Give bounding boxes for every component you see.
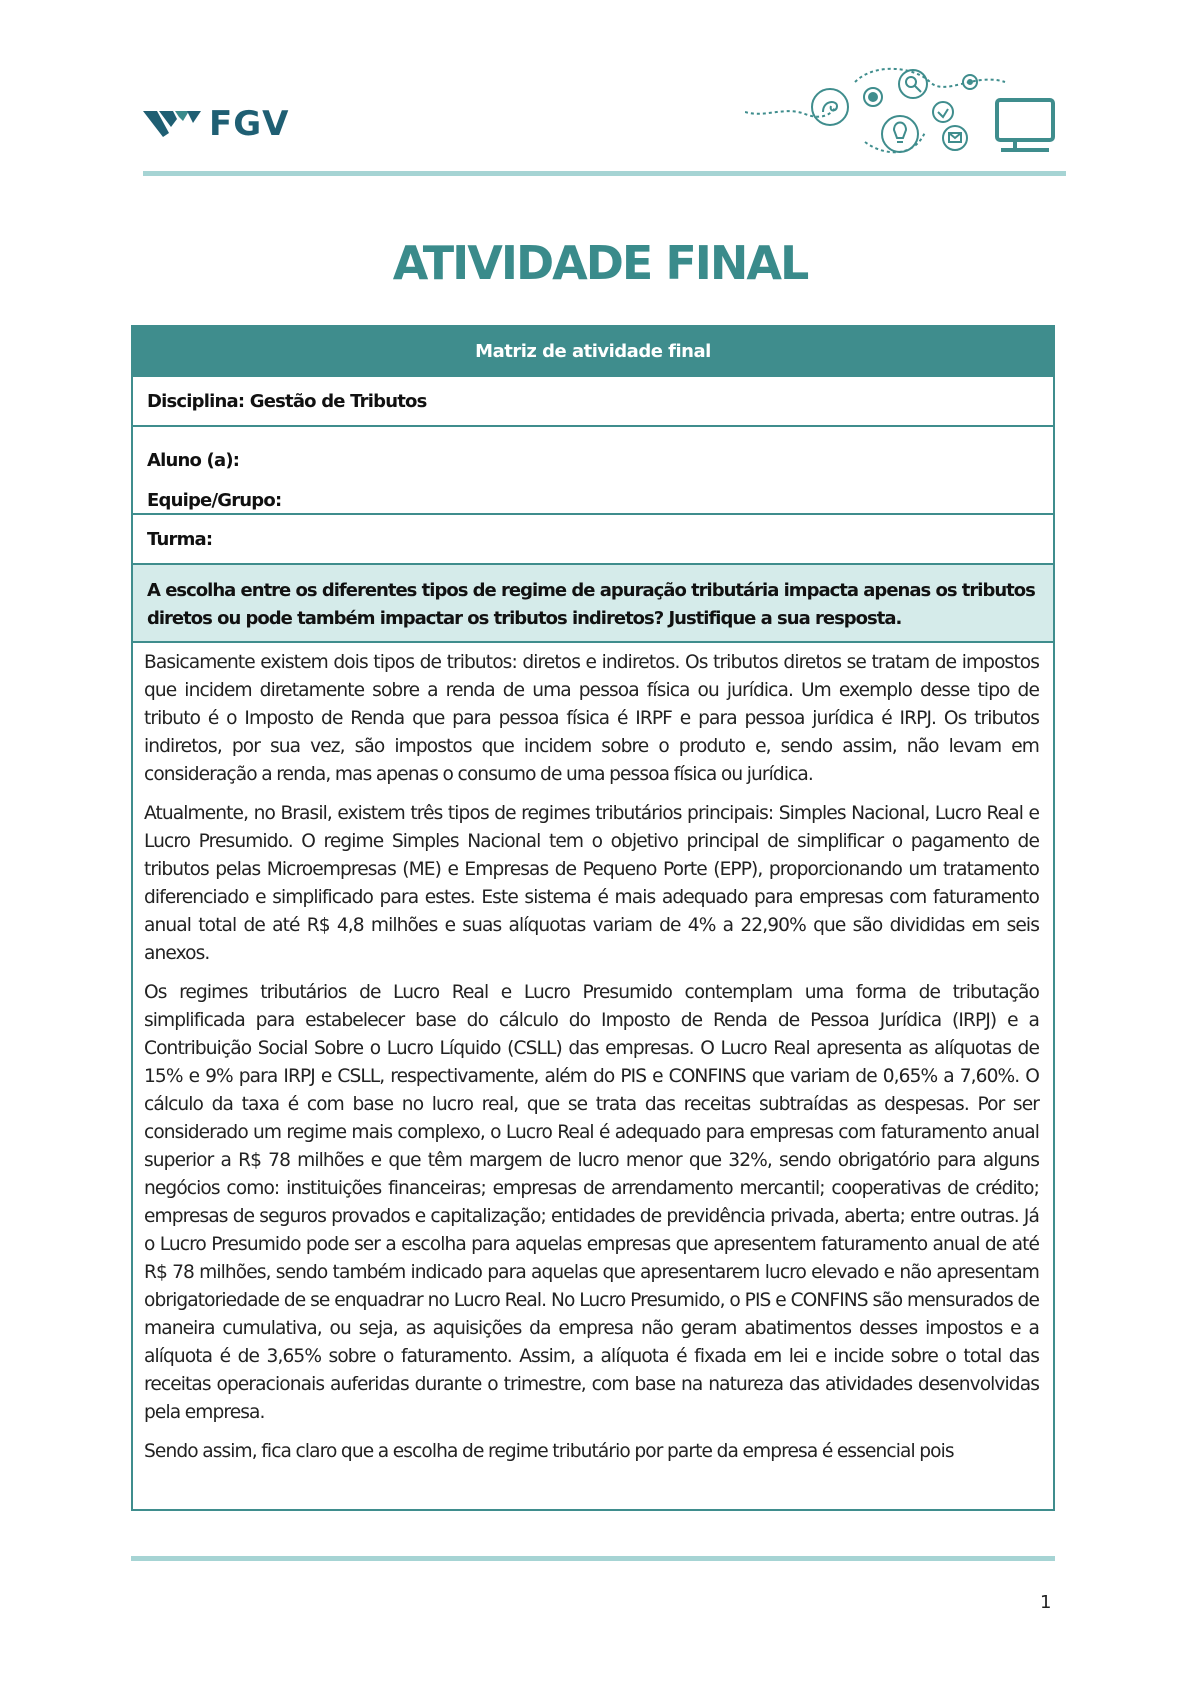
fgv-logo xyxy=(143,104,289,144)
activity-matrix-table xyxy=(131,325,1055,1511)
answer-paragraph-1: Basicamente existem dois tipos de tributos: diretos e indiretos. Os tributos diretos se tratam de impostos que incidem diretamente sobre a renda de uma pessoa física ou jurídica. Um exemplo desse tipo de tributo é o Imposto de Renda que para pessoa física é IRPF e para pessoa jurídica é IRPJ. Os tributos indiretos, por sua vez, são impostos que incidem sobre o produto e, sendo assim, não levam em consideração a renda, mas apenas o consumo de uma pessoa física ou jurídica. xyxy=(144,652,1039,785)
class-label: Turma: xyxy=(147,528,213,550)
fgv-logo-mark-icon xyxy=(143,109,203,139)
student-label: Aluno (a): xyxy=(147,450,240,471)
team-label: Equipe/Grupo: xyxy=(147,490,282,511)
matrix-heading: Matriz de atividade final xyxy=(133,327,1053,377)
page-header xyxy=(0,0,1200,190)
answer-paragraph-4: Sendo assim, fica claro que a escolha de regime tributário por parte da empresa é essencial pois xyxy=(144,1441,954,1462)
footer-divider xyxy=(131,1556,1055,1561)
answer-paragraph-2: Atualmente, no Brasil, existem três tipos de regimes tributários principais: Simples Nacional, Lucro Real e Lucro Presumido. O regime Simples Nacional tem o objetivo principal de simplificar o pagamento de tributos pelas Microempresas (ME) e Empresas de Pequeno Porte (EPP), proporcionando um tratamento diferenciado e simplificado para estes. Este sistema é mais adequado para empresas com faturamento anual total de até R$ 4,8 milhões e suas alíquotas variam de 4% a 22,90% que são divididas em seis anexos. xyxy=(144,803,1039,964)
discipline-label: Disciplina: Gestão de Tributos xyxy=(147,390,427,412)
page-title: ATIVIDADE FINAL xyxy=(392,235,808,290)
technology-icons-decoration xyxy=(745,62,1075,162)
answer-body xyxy=(133,643,1053,1509)
class-field xyxy=(133,515,1053,565)
question-prompt: A escolha entre os diferentes tipos de regime de apuração tributária impacta apenas os tributos diretos ou pode também impactar os tributos indiretos? Justifique a sua resposta. xyxy=(133,565,1053,643)
header-divider xyxy=(143,171,1066,176)
student-team-field xyxy=(133,427,1053,515)
fgv-logo-text: FGV xyxy=(209,104,290,144)
discipline-field xyxy=(133,377,1053,427)
answer-paragraph-3: Os regimes tributários de Lucro Real e Lucro Presumido contemplam uma forma de tributação simplificada para estabelecer base do cálculo do Imposto de Renda de Pessoa Jurídica (IRPJ) e a Contribuição Social Sobre o Lucro Líquido (CSLL) das empresas. O Lucro Real apresenta as alíquotas de 15% e 9% para IRPJ e CSLL, respectivamente, além do PIS e CONFINS que variam de 0,65% a 7,60%. O cálculo da taxa é com base no lucro real, que se trata das receitas subtraídas as despesas. Por ser considerado um regime mais complexo, o Lucro Real é adequado para empresas com faturamento anual superior a R$ 78 milhões e que têm margem de lucro menor que 32%, sendo obrigatório para alguns negócios como: instituições financeiras; empresas de arrendamento mercantil; cooperativas de crédito; empresas de seguros provados e capitalização; entidades de previdência privada, aberta; entre outras. Já o Lucro Presumido pode ser a escolha para aquelas empresas que apresentem faturamento anual de até R$ 78 milhões, sendo também indicado para aquelas que apresentarem lucro elevado e não apresentam obrigatoriedade de se enquadrar no Lucro Real. No Lucro Presumido, o PIS e CONFINS são mensurados de maneira cumulativa, ou seja, as aquisições da empresa não geram abatimentos desses impostos e a alíquota é de 3,65% sobre o faturamento. Assim, a alíquota é fixada em lei e incide sobre o total das receitas operacionais auferidas durante o trimestre, com base na natureza das atividades desenvolvidas pela empresa. xyxy=(144,982,1039,1423)
page-number: 1 xyxy=(1040,1592,1052,1613)
